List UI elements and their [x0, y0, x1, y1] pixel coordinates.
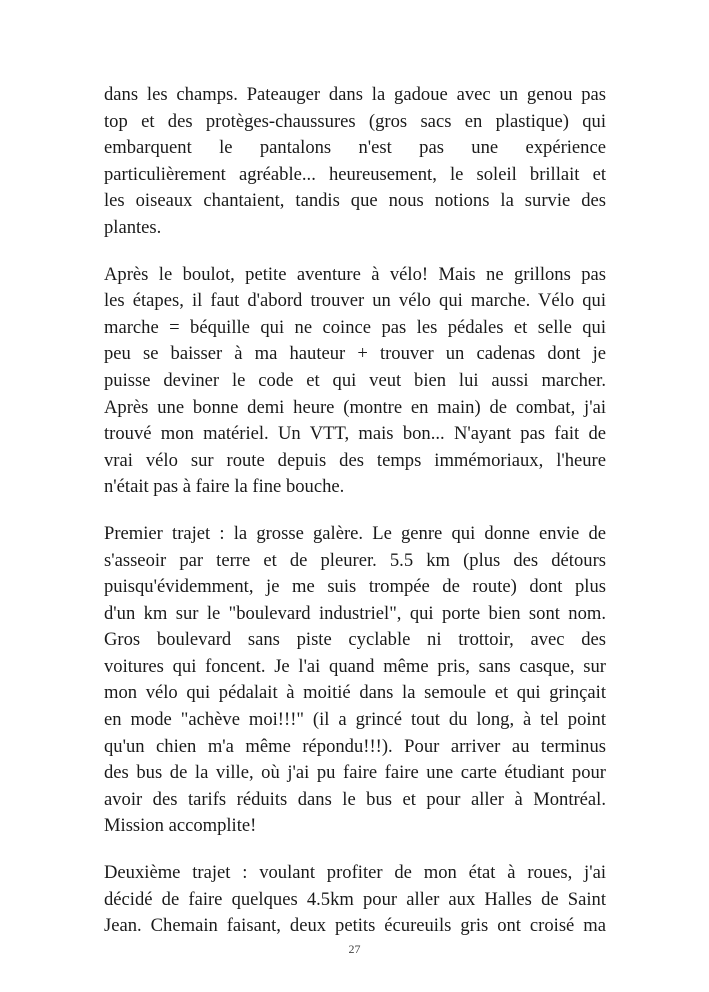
text-line: top et des protèges-chaussures (gros sacs en plastique) qui — [104, 110, 606, 132]
text-line: trouvé mon matériel. Un VTT, mais bon... N'ayant pas fait de — [104, 423, 606, 445]
text-line: peu se baisser à ma hauteur + trouver un cadenas dont je — [104, 343, 606, 365]
text-line: qu'un chien m'a même répondu!!!). Pour arriver au terminus — [104, 735, 606, 757]
text-line: particulièrement agréable... heureusement, le soleil brillait et — [104, 163, 606, 185]
text-line: puisse deviner le code et qui veut bien lui aussi marcher. — [104, 369, 606, 391]
paragraph-4 — [104, 860, 606, 940]
text-line: n'était pas à faire la fine bouche. — [104, 476, 345, 498]
text-line: plantes. — [104, 216, 162, 238]
paragraph-1 — [104, 82, 606, 242]
paragraph-2 — [104, 262, 606, 501]
text-line: les étapes, il faut d'abord trouver un vélo qui marche. Vélo qui — [104, 290, 606, 312]
text-line: Deuxième trajet : voulant profiter de mon état à roues, j'ai — [104, 862, 606, 884]
text-line: Gros boulevard sans piste cyclable ni trottoir, avec des — [104, 629, 606, 651]
text-line: mon vélo qui pédalait à moitié dans la semoule et qui grinçait — [104, 682, 606, 704]
text-line: s'asseoir par terre et de pleurer. 5.5 km (plus des détours — [104, 549, 606, 571]
text-line: d'un km sur le "boulevard industriel", qui porte bien sont nom. — [104, 602, 606, 624]
page-number: 27 — [348, 942, 361, 956]
document-page — [104, 82, 606, 960]
text-line: Mission accomplite! — [104, 815, 257, 837]
text-line: Après une bonne demi heure (montre en main) de combat, j'ai — [104, 396, 606, 418]
text-line: Premier trajet : la grosse galère. Le genre qui donne envie de — [104, 522, 606, 544]
text-line: marche = béquille qui ne coince pas les pédales et selle qui — [104, 316, 606, 338]
text-line: des bus de la ville, où j'ai pu faire faire une carte étudiant pour — [104, 762, 606, 784]
text-line: vrai vélo sur route depuis des temps immémoriaux, l'heure — [104, 449, 606, 471]
text-line: Jean. Chemain faisant, deux petits écureuils gris ont croisé ma — [104, 915, 606, 937]
text-line: Après le boulot, petite aventure à vélo! Mais ne grillons pas — [104, 263, 606, 285]
text-line: voitures qui foncent. Je l'ai quand même pris, sans casque, sur — [104, 655, 606, 677]
text-line: dans les champs. Pateauger dans la gadoue avec un genou pas — [104, 84, 606, 105]
text-line: puisqu'évidemment, je me suis trompée de route) dont plus — [104, 576, 606, 598]
text-line: décidé de faire quelques 4.5km pour aller aux Halles de Saint — [104, 888, 606, 910]
paragraph-3 — [104, 521, 606, 840]
text-line: embarquent le pantalons n'est pas une expérience — [104, 137, 606, 159]
text-line: avoir des tarifs réduits dans le bus et pour aller à Montréal. — [104, 788, 606, 810]
text-line: les oiseaux chantaient, tandis que nous notions la survie des — [104, 190, 606, 212]
text-line: en mode "achève moi!!!" (il a grincé tout du long, à tel point — [104, 709, 606, 731]
